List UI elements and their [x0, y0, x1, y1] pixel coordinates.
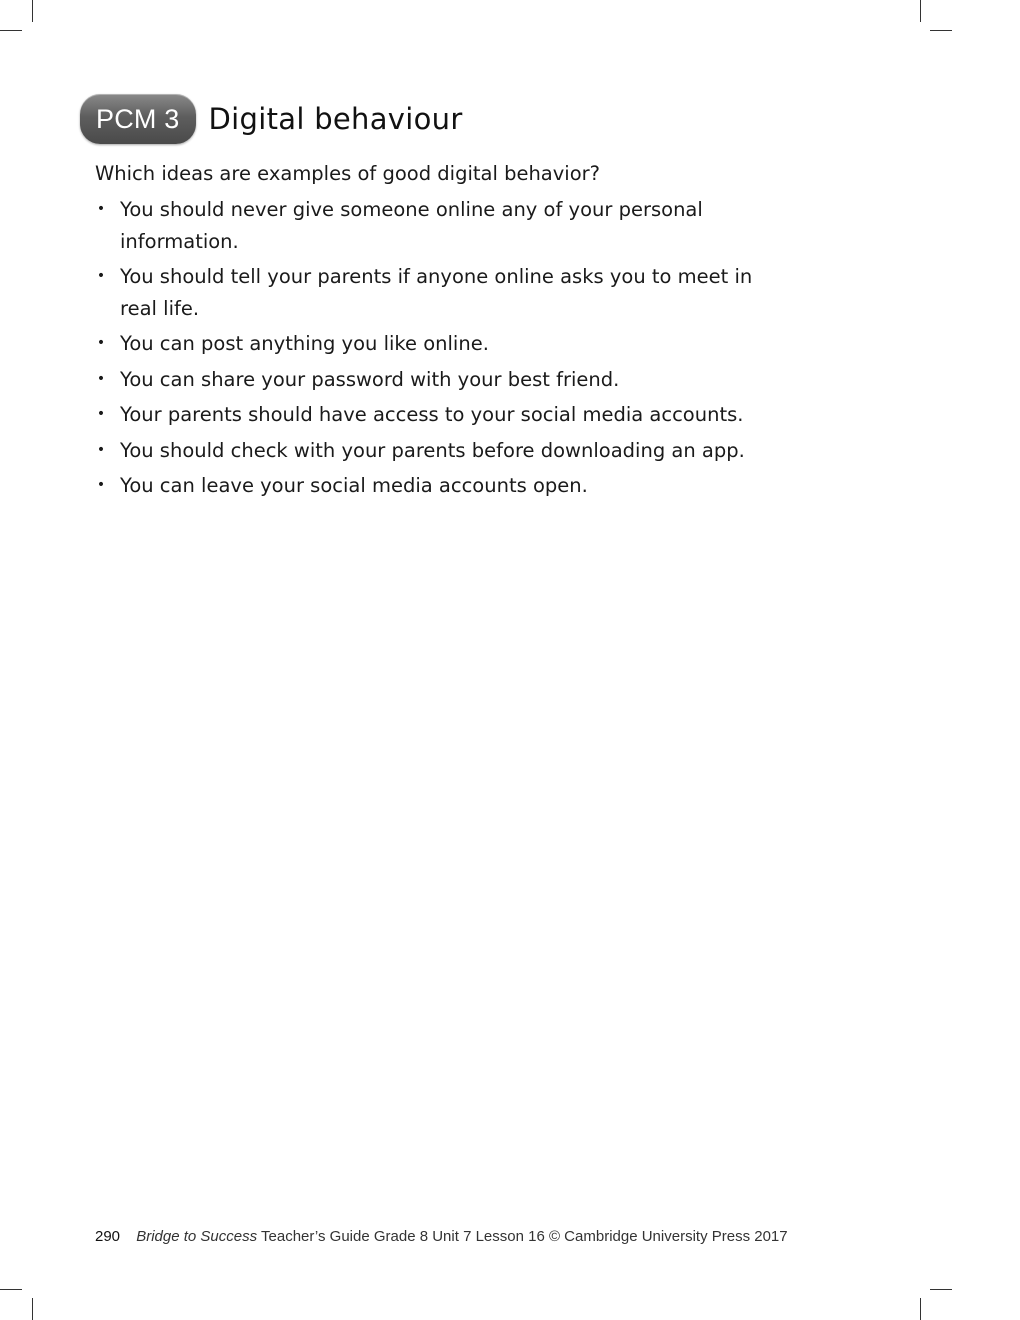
list-item-text: You can leave your social media accounts open.	[120, 474, 588, 497]
idea-list	[95, 194, 795, 506]
page-header	[80, 94, 463, 144]
crop-mark-bottom-left-vertical	[32, 1298, 33, 1320]
list-item	[95, 470, 795, 502]
page-footer	[95, 1228, 788, 1245]
bullet-icon: •	[96, 477, 106, 493]
list-item-text: You should tell your parents if anyone online asks you to meet in real life.	[120, 265, 753, 320]
list-item-text: You can share your password with your best friend.	[120, 367, 620, 391]
list-item-text: You should never give someone online any of your personal information.	[120, 198, 703, 253]
page-title: Digital behaviour	[208, 102, 463, 136]
crop-mark-top-right-horizontal	[930, 30, 952, 31]
bullet-icon: •	[96, 406, 106, 422]
footer-credit: Teacher’s Guide Grade 8 Unit 7 Lesson 16 © Cambridge University Press 2017	[261, 1228, 788, 1245]
bullet-icon: •	[96, 201, 106, 217]
list-item	[95, 364, 795, 396]
list-item-text: You should check with your parents before downloading an app.	[120, 438, 745, 462]
question-prompt: Which ideas are examples of good digital behavior?	[95, 162, 601, 185]
list-item	[95, 194, 795, 257]
list-item	[95, 261, 795, 324]
crop-mark-top-left-vertical	[32, 0, 33, 22]
list-item-text: You can post anything you like online.	[120, 332, 489, 355]
list-item-text: Your parents should have access to your social media accounts.	[120, 403, 744, 426]
crop-mark-bottom-right-horizontal	[930, 1289, 952, 1290]
crop-mark-top-left-horizontal	[0, 30, 22, 31]
pcm-badge: PCM 3	[80, 94, 196, 144]
list-item	[95, 328, 795, 360]
bullet-icon: •	[96, 441, 106, 458]
bullet-icon: •	[96, 335, 106, 351]
book-title: Bridge to Success	[136, 1228, 258, 1245]
list-item	[95, 435, 795, 467]
bullet-icon: •	[96, 268, 106, 284]
list-item	[95, 399, 795, 431]
crop-mark-top-right-vertical	[920, 0, 921, 22]
crop-mark-bottom-right-vertical	[920, 1298, 921, 1320]
crop-mark-bottom-left-horizontal	[0, 1289, 22, 1290]
bullet-icon: •	[96, 370, 106, 387]
page-number: 290	[95, 1228, 121, 1245]
